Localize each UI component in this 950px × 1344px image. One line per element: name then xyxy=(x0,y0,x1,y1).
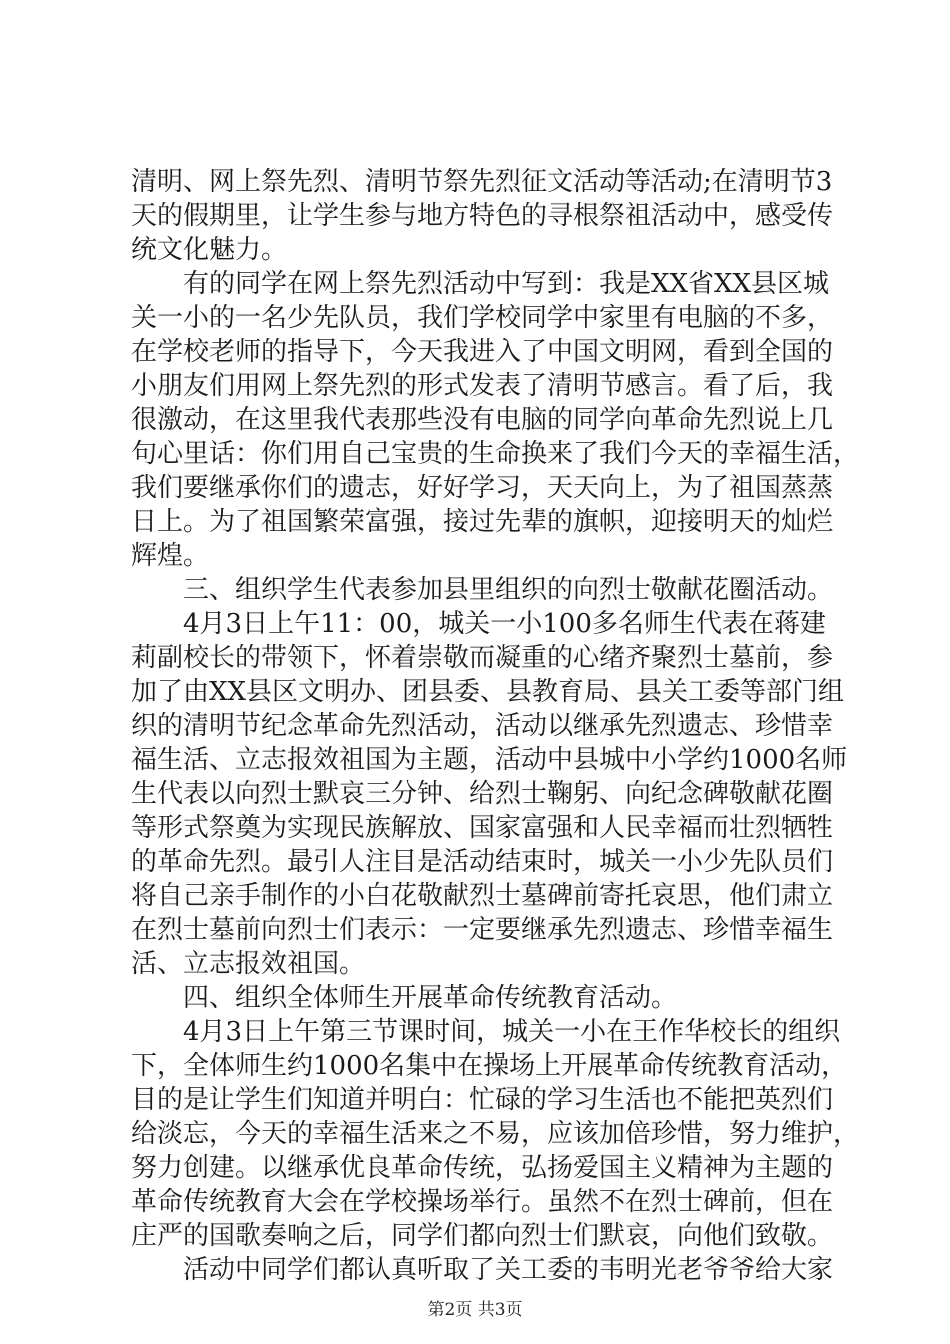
text-line: 关一小的一名少先队员，我们学校同学中家里有电脑的不多， xyxy=(131,303,834,333)
text-line: 生代表以向烈士默哀三分钟、给烈士鞠躬、向纪念碑敬献花圈 xyxy=(131,779,834,809)
text-line: 将自己亲手制作的小白花敬献烈士墓碑前寄托哀思，他们肃立 xyxy=(131,881,834,911)
text-line: 我们要继承你们的遗志，好好学习，天天向上，为了祖国蒸蒸 xyxy=(131,473,834,503)
text-line: 4月3日上午11：00，城关一小100多名师生代表在蒋建 xyxy=(131,609,826,639)
text-line: 统文化魅力。 xyxy=(131,235,288,265)
text-line: 目的是让学生们知道并明白：忙碌的学习生活也不能把英烈们 xyxy=(131,1085,834,1115)
text-line: 革命传统教育大会在学校操场举行。虽然不在烈士碑前，但在 xyxy=(131,1187,834,1217)
text-line: 的革命先烈。最引人注目是活动结束时，城关一小少先队员们 xyxy=(131,847,834,877)
text-line: 活动中同学们都认真听取了关工委的韦明光老爷爷给大家 xyxy=(131,1255,834,1285)
text-line: 加了由XX县区文明办、团县委、县教育局、县关工委等部门组 xyxy=(131,677,845,707)
page-number-footer: 第2页 共3页 xyxy=(427,1300,523,1320)
text-line: 很激动，在这里我代表那些没有电脑的同学向革命先烈说上几 xyxy=(131,405,834,435)
text-line: 在烈士墓前向烈士们表示：一定要继承先烈遗志、珍惜幸福生 xyxy=(131,915,834,945)
text-line: 辉煌。 xyxy=(131,541,210,571)
text-line: 下，全体师生约1000名集中在操场上开展革命传统教育活动， xyxy=(131,1051,848,1081)
text-line: 织的清明节纪念革命先烈活动，活动以继承先烈遗志、珍惜幸 xyxy=(131,711,834,741)
text-line: 等形式祭奠为实现民族解放、国家富强和人民幸福而壮烈牺牲 xyxy=(131,813,834,843)
text-line: 小朋友们用网上祭先烈的形式发表了清明节感言。看了后，我 xyxy=(131,371,834,401)
text-line: 庄严的国歌奏响之后，同学们都向烈士们默哀，向他们致敬。 xyxy=(131,1221,834,1251)
text-line: 活、立志报效祖国。 xyxy=(131,949,366,979)
text-line: 在学校老师的指导下，今天我进入了中国文明网，看到全国的 xyxy=(131,337,834,367)
text-line: 福生活、立志报效祖国为主题，活动中县城中小学约1000名师 xyxy=(131,745,848,775)
text-line: 清明、网上祭先烈、清明节祭先烈征文活动等活动;在清明节3 xyxy=(131,167,833,197)
text-line: 有的同学在网上祭先烈活动中写到：我是XX省XX县区城 xyxy=(131,269,830,299)
text-line: 句心里话：你们用自己宝贵的生命换来了我们今天的幸福生活， xyxy=(131,439,860,469)
text-line: 给淡忘，今天的幸福生活来之不易，应该加倍珍惜，努力维护， xyxy=(131,1119,860,1149)
text-line: 天的假期里，让学生参与地方特色的寻根祭祖活动中，感受传 xyxy=(131,201,834,231)
section-heading: 三、组织学生代表参加县里组织的向烈士敬献花圈活动。 xyxy=(131,575,834,605)
text-line: 努力创建。以继承优良革命传统，弘扬爱国主义精神为主题的 xyxy=(131,1153,834,1183)
text-line: 日上。为了祖国繁荣富强，接过先辈的旗帜，迎接明天的灿烂 xyxy=(131,507,834,537)
text-line: 莉副校长的带领下，怀着崇敬而凝重的心绪齐聚烈士墓前，参 xyxy=(131,643,834,673)
section-heading: 四、组织全体师生开展革命传统教育活动。 xyxy=(131,983,678,1013)
text-line: 4月3日上午第三节课时间，城关一小在王作华校长的组织 xyxy=(131,1017,841,1047)
